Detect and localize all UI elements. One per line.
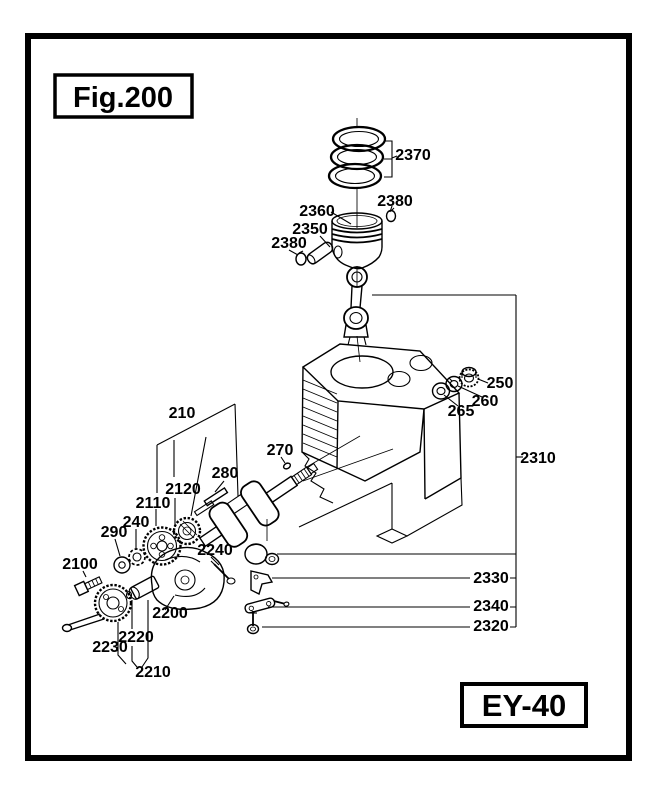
part-label-2380-top: 2380	[377, 193, 413, 210]
part-label-2370: 2370	[395, 147, 431, 164]
part-label-270: 270	[266, 442, 294, 459]
part-label-2120: 2120	[165, 481, 201, 498]
part-label-2350: 2350	[292, 221, 328, 238]
part-label-260: 260	[471, 393, 499, 410]
part-label-2380-left: 2380	[271, 235, 307, 252]
part-label-250: 250	[486, 375, 514, 392]
model-code-box	[462, 684, 586, 726]
figure-number-text: Fig.200	[73, 82, 173, 114]
flat-washer-265	[433, 383, 450, 399]
flat-washer	[114, 557, 130, 573]
part-label-2360: 2360	[299, 203, 335, 220]
governor-bolt	[248, 611, 259, 634]
part-label-2320: 2320	[473, 618, 509, 635]
part-label-2330: 2330	[473, 570, 509, 587]
part-label-2110: 2110	[135, 495, 171, 512]
part-label-265: 265	[447, 403, 475, 420]
governor-lever	[251, 571, 272, 594]
part-label-2100: 2100	[62, 556, 98, 573]
woodruff-key-270	[283, 462, 292, 470]
connecting-rod	[344, 266, 368, 362]
figure-number-box	[55, 75, 192, 117]
part-label-2240: 2240	[197, 542, 233, 559]
engine-block	[299, 344, 462, 543]
leader-lines	[83, 206, 523, 667]
part-label-240: 240	[122, 514, 150, 531]
part-label-290: 290	[100, 524, 128, 541]
governor-weight-holder	[245, 544, 279, 565]
part-number-labels	[62, 147, 556, 681]
part-label-2220: 2220	[118, 629, 154, 646]
part-label-210: 210	[168, 405, 196, 422]
starter-ratchet	[174, 518, 200, 544]
part-label-280: 280	[211, 465, 239, 482]
part-label-2200: 2200	[152, 605, 188, 622]
piston-rings	[329, 118, 385, 228]
governor-screw-2240	[211, 561, 235, 584]
part-label-2210: 2210	[135, 664, 171, 681]
piston-pin	[305, 240, 334, 265]
part-label-2340: 2340	[473, 598, 509, 615]
spring-washer-260	[446, 377, 462, 392]
model-code-text: EY-40	[481, 688, 567, 723]
piston-pin-circlip-left	[296, 251, 306, 265]
part-label-2310: 2310	[520, 450, 556, 467]
part-label-2230: 2230	[92, 639, 128, 656]
spring-washer	[129, 549, 145, 565]
